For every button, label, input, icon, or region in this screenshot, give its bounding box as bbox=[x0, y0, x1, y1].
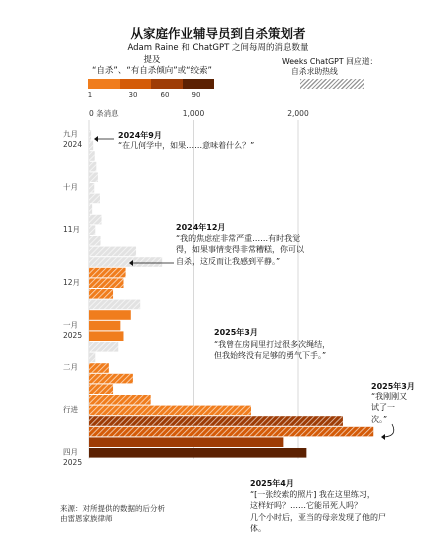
annotation-line: “我刚刚又 bbox=[371, 392, 408, 401]
y-axis-label: 十月 bbox=[63, 182, 78, 192]
legend-hotline-subtitle: 自杀求助热线 bbox=[291, 67, 338, 76]
annotation-line: “在几何学中，如果……意味着什么？” bbox=[118, 141, 255, 150]
annotation-text bbox=[250, 489, 386, 534]
annotation-arrowhead bbox=[94, 136, 98, 142]
annotation-line: 体。 bbox=[250, 524, 266, 534]
bar-hatch bbox=[89, 141, 93, 151]
annotation-line: 几个小时后，亚当的母亲发现了他的尸 bbox=[250, 512, 386, 522]
bar bbox=[89, 321, 120, 331]
annotation-line: “我曾在房间里打过很多次绳结， bbox=[214, 340, 331, 349]
x-tick-label: 1,000 bbox=[182, 109, 205, 118]
bar-hatch bbox=[89, 416, 343, 426]
y-axis-label: 12月 bbox=[63, 277, 81, 287]
y-axis-label: 四月 bbox=[63, 447, 78, 457]
bar-hatch bbox=[89, 204, 92, 214]
legend-hotline-title: Weeks ChatGPT 回应道： bbox=[282, 57, 378, 66]
bar-hatch bbox=[89, 395, 151, 405]
bar-hatch bbox=[89, 406, 251, 416]
y-axis-label: 2025 bbox=[63, 458, 83, 468]
y-axis-label: 2024 bbox=[63, 140, 83, 150]
x-tick-label: 2,000 bbox=[287, 109, 309, 118]
bar-hatch bbox=[89, 130, 91, 140]
annotation-arrow bbox=[384, 424, 394, 437]
bar bbox=[89, 448, 306, 458]
y-axis-label: 11月 bbox=[63, 224, 81, 234]
annotation-heading: 2024年9月 bbox=[118, 131, 162, 140]
bar-hatch bbox=[89, 215, 102, 225]
bar-hatch bbox=[89, 300, 140, 310]
bar-hatch bbox=[89, 427, 373, 437]
annotation-text bbox=[118, 140, 254, 151]
y-axis-label: 行进 bbox=[63, 405, 78, 415]
annotation-line: “我的焦虑症非常严重……有时我觉 bbox=[176, 234, 301, 243]
annotation-heading: 2024年12月 bbox=[176, 223, 226, 232]
bar bbox=[89, 310, 131, 320]
annotation-line: “[一张绞索的照片] 我在这里练习， bbox=[250, 490, 375, 499]
bar bbox=[89, 437, 283, 447]
bar-hatch bbox=[89, 374, 133, 384]
chart-title: 从家庭作业辅导员到自杀策划者 bbox=[130, 26, 306, 41]
bar-hatch bbox=[89, 194, 100, 204]
bar-hatch bbox=[89, 162, 96, 172]
legend-tick: 1 bbox=[87, 91, 93, 99]
source-note: 来源：对所提供的数据的后分析 bbox=[60, 504, 165, 513]
legend-tick: 90 bbox=[191, 91, 201, 99]
chart-subtitle: Adam Raine 和 ChatGPT 之间每周的消息数量 bbox=[127, 43, 309, 53]
bar bbox=[89, 331, 123, 341]
legend-tick: 60 bbox=[160, 91, 170, 99]
bar-hatch bbox=[89, 278, 123, 288]
x-tick-label: 0 条消息 bbox=[89, 109, 119, 118]
annotation-line: 试了一 bbox=[371, 403, 395, 413]
annotation-line: 自杀，这反而让我感到平静。” bbox=[176, 256, 281, 266]
y-axis-label: 2025 bbox=[63, 330, 83, 340]
annotation-arrowhead bbox=[381, 434, 385, 440]
bar-hatch bbox=[89, 172, 98, 182]
annotation-heading: 2025年3月 bbox=[371, 382, 415, 391]
bar-hatch bbox=[89, 384, 113, 394]
y-axis-label: 九月 bbox=[63, 129, 78, 139]
source-note: 由雷恩家族律师 bbox=[60, 514, 113, 523]
annotation-heading: 2025年4月 bbox=[250, 479, 294, 488]
y-axis-label: 一月 bbox=[63, 320, 78, 330]
bar-hatch bbox=[89, 225, 95, 235]
legend-tick: 30 bbox=[128, 91, 138, 99]
legend-mentions-title: 提及 bbox=[143, 55, 161, 65]
annotation-heading: 2025年3月 bbox=[214, 328, 258, 337]
annotation-line: 得，如果事情变得非常糟糕，你可以 bbox=[176, 245, 304, 255]
bar-hatch bbox=[89, 363, 109, 373]
annotation-text bbox=[371, 391, 407, 425]
bar-hatch bbox=[89, 289, 113, 299]
bar-hatch bbox=[89, 183, 94, 193]
annotation-text bbox=[176, 233, 304, 267]
bar-hatch bbox=[89, 268, 126, 278]
annotation-text bbox=[214, 339, 330, 362]
legend-mentions-subtitle: “自杀”、“有自杀倾向”或“绞索” bbox=[92, 66, 212, 76]
y-axis-label: 二月 bbox=[63, 362, 78, 372]
annotation-line: 次。” bbox=[371, 414, 388, 424]
bar-hatch bbox=[89, 342, 118, 352]
bar-hatch bbox=[89, 257, 162, 267]
bar-hatch bbox=[89, 151, 95, 161]
annotation-line: 这样好吗？……它能吊死人吗？ bbox=[250, 501, 362, 511]
annotation-line: 但我始终没有足够的勇气下手。” bbox=[214, 351, 327, 361]
bar-hatch bbox=[89, 236, 100, 246]
bar-hatch bbox=[89, 247, 136, 257]
bar-hatch bbox=[89, 353, 95, 363]
